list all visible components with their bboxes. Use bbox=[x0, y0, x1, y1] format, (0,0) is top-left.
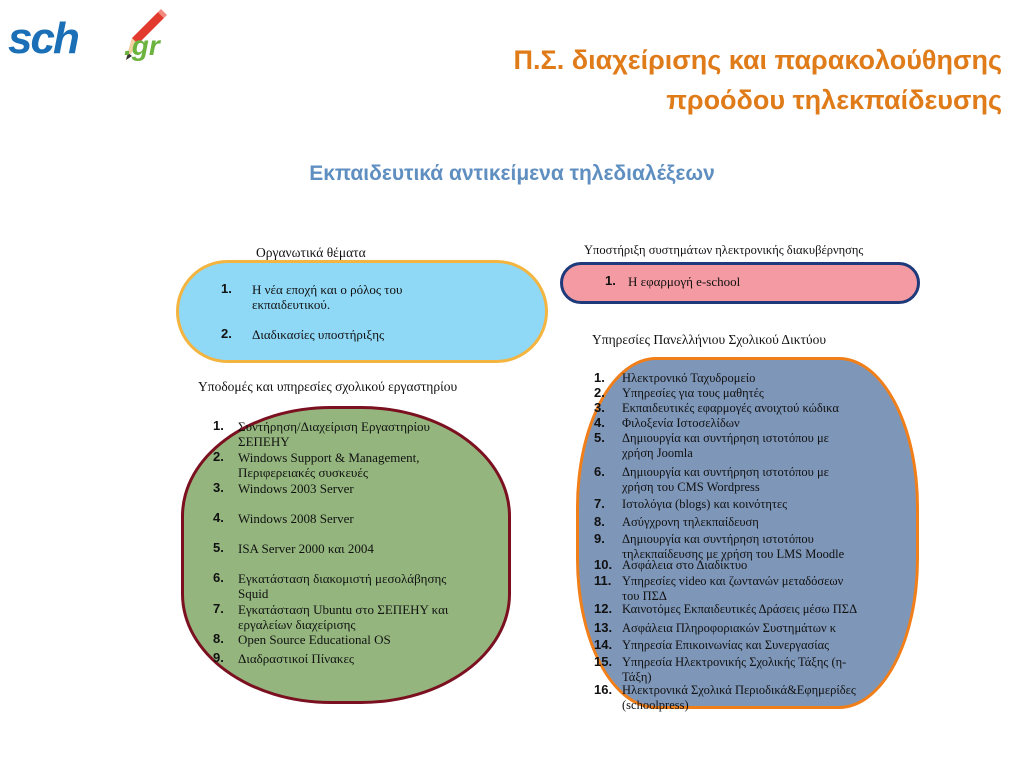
psd-item-number: 10. bbox=[594, 557, 613, 572]
lab-item-text bbox=[238, 450, 419, 480]
gov-item-number: 1. bbox=[605, 273, 616, 288]
lab-item-text bbox=[238, 651, 354, 666]
psd-item-line: (schoolpress) bbox=[622, 698, 689, 712]
psd-item-text bbox=[622, 683, 856, 713]
psd-item-text bbox=[622, 638, 829, 653]
psd-section-label: Υπηρεσίες Πανελλήνιου Σχολικού Δικτύου bbox=[592, 332, 827, 347]
psd-item-line: Εκπαιδευτικές εφαρμογές ανοιχτού κώδικα bbox=[622, 401, 839, 415]
psd-item-line: Δημιουργία και συντήρηση ιστοτόπου με bbox=[622, 465, 829, 479]
psd-item-line: Υπηρεσία Επικοινωνίας και Συνεργασίας bbox=[622, 638, 830, 652]
lab-section-label: Υποδομές και υπηρεσίες σχολικού εργαστηρίου bbox=[198, 379, 458, 394]
lab-item-text bbox=[238, 419, 430, 449]
lab-item-line: Windows 2008 Server bbox=[238, 511, 354, 526]
lab-item-number: 7. bbox=[213, 601, 224, 616]
psd-item-line: Υπηρεσία Ηλεκτρονικής Σχολικής Τάξης (η- bbox=[622, 655, 847, 669]
psd-item-line: Ηλεκτρονικά Σχολικά Περιοδικά&Εφημερίδες bbox=[622, 683, 856, 697]
lab-item-line: Εγκατάσταση διακομιστή μεσολάβησης bbox=[238, 571, 447, 586]
psd-item-text bbox=[622, 386, 764, 401]
lab-item-number: 6. bbox=[213, 570, 224, 585]
lab-item-line: Εγκατάσταση Ubuntu στο ΣΕΠΕΗΥ και bbox=[238, 602, 449, 617]
psd-item-text bbox=[622, 655, 846, 685]
org-item-number: 2. bbox=[221, 326, 232, 341]
psd-item-number: 15. bbox=[594, 654, 613, 669]
psd-item-number: 14. bbox=[594, 637, 613, 652]
psd-item-text bbox=[622, 515, 759, 530]
lab-item-line: εργαλείων διαχείρισης bbox=[238, 617, 356, 632]
psd-item-text bbox=[622, 621, 836, 636]
gov-item-line: Η εφαρμογή e-school bbox=[628, 274, 741, 289]
psd-item-text bbox=[622, 401, 839, 416]
psd-item-line: Υπηρεσίες για τους μαθητές bbox=[622, 386, 764, 400]
psd-item-number: 11. bbox=[594, 573, 612, 588]
lab-item-number: 8. bbox=[213, 631, 224, 646]
lab-item-number: 2. bbox=[213, 449, 224, 464]
title-line-2: προόδου τηλεκπαίδευσης bbox=[666, 85, 1002, 115]
psd-item-text bbox=[622, 371, 755, 386]
lab-item-line: ΣΕΠΕΗΥ bbox=[238, 434, 290, 449]
psd-item-line: Καινοτόμες Εκπαιδευτικές Δράσεις μέσω ΠΣΔ bbox=[622, 602, 858, 616]
gov-item-text bbox=[628, 274, 740, 289]
psd-item-text bbox=[622, 465, 829, 495]
psd-item-number: 5. bbox=[594, 430, 605, 445]
psd-item-line: Ασφάλεια Πληροφοριακών Συστημάτων κ bbox=[622, 621, 837, 635]
psd-item-line: Ασφάλεια στο Διαδίκτυο bbox=[622, 558, 748, 572]
psd-item-line: Δημιουργία και συντήρηση ιστοτόπου με bbox=[622, 431, 829, 445]
psd-item-line: Ασύγχρονη τηλεκπαίδευση bbox=[622, 515, 759, 529]
psd-item-number: 13. bbox=[594, 620, 613, 635]
psd-item-number: 1. bbox=[594, 370, 605, 385]
org-item-text bbox=[252, 282, 402, 312]
lab-item-number: 1. bbox=[213, 418, 224, 433]
psd-item-line: Ιστολόγια (blogs) και κοινότητες bbox=[622, 497, 788, 511]
lab-item-text bbox=[238, 602, 448, 632]
lab-item-line: Διαδραστικοί Πίνακες bbox=[238, 651, 355, 666]
psd-item-text bbox=[622, 574, 843, 604]
psd-item-number: 12. bbox=[594, 601, 613, 616]
psd-item-line: χρήση του CMS Wordpress bbox=[622, 480, 760, 494]
psd-item-text bbox=[622, 558, 747, 573]
psd-item-number: 7. bbox=[594, 496, 605, 511]
title-line-1: Π.Σ. διαχείρισης και παρακολούθησης bbox=[513, 45, 1002, 75]
org-item-number: 1. bbox=[221, 281, 232, 296]
psd-item-number: 9. bbox=[594, 531, 605, 546]
psd-item-text bbox=[622, 602, 857, 617]
lab-item-line: ISA Server 2000 και 2004 bbox=[238, 541, 374, 556]
psd-item-number: 16. bbox=[594, 682, 613, 697]
lab-item-line: Περιφερειακές συσκευές bbox=[238, 465, 368, 480]
psd-item-line: Δημιουργία και συντήρηση ιστοτόπου bbox=[622, 532, 814, 546]
slide-subtitle: Εκπαιδευτικά αντικείμενα τηλεδιαλέξεων bbox=[309, 162, 715, 185]
lab-item-text bbox=[238, 481, 354, 496]
lab-item-line: Συντήρηση/Διαχείριση Εργαστηρίου bbox=[238, 419, 430, 434]
lab-item-text bbox=[238, 571, 446, 601]
psd-item-line: Φιλοξενία Ιστοσελίδων bbox=[622, 416, 740, 430]
lab-item-line: Open Source Educational OS bbox=[238, 632, 391, 647]
sch-logo[interactable] bbox=[8, 8, 178, 70]
psd-item-line: τηλεκπαίδευσης με χρήση του LMS Moodle bbox=[622, 547, 845, 561]
psd-item-number: 6. bbox=[594, 464, 605, 479]
psd-item-text bbox=[622, 431, 829, 461]
gov-section-label: Υποστήριξη συστημάτων ηλεκτρονικής διακυβέρνησης bbox=[584, 243, 864, 257]
lab-item-line: Squid bbox=[238, 586, 269, 601]
lab-item-text bbox=[238, 541, 374, 556]
psd-item-line: χρήση Joomla bbox=[622, 446, 693, 460]
logo-main-text: sch bbox=[8, 14, 78, 63]
org-item-line: εκπαιδευτικού. bbox=[252, 297, 331, 312]
psd-item-text bbox=[622, 497, 787, 512]
lab-item-text bbox=[238, 511, 354, 526]
slide-title bbox=[514, 40, 1002, 120]
lab-item-line: Windows 2003 Server bbox=[238, 481, 354, 496]
psd-item-number: 8. bbox=[594, 514, 605, 529]
org-section-label: Οργανωτικά θέματα bbox=[256, 245, 366, 260]
logo-domain: .gr bbox=[124, 30, 160, 61]
org-item-line: Διαδικασίες υποστήριξης bbox=[252, 327, 385, 342]
psd-item-line: Υπηρεσίες video και ζωντανών μεταδόσεων bbox=[622, 574, 844, 588]
psd-item-line: του ΠΣΔ bbox=[622, 589, 667, 603]
lab-item-number: 4. bbox=[213, 510, 224, 525]
org-item-text bbox=[252, 327, 384, 342]
psd-item-number: 2. bbox=[594, 385, 605, 400]
lab-item-number: 5. bbox=[213, 540, 224, 555]
lab-item-number: 9. bbox=[213, 650, 224, 665]
psd-item-line: Ηλεκτρονικό Ταχυδρομείο bbox=[622, 371, 756, 385]
psd-item-number: 3. bbox=[594, 400, 605, 415]
psd-item-line: Τάξη) bbox=[622, 670, 652, 684]
psd-item-number: 4. bbox=[594, 415, 605, 430]
lab-item-line: Windows Support & Management, bbox=[238, 450, 420, 465]
org-item-line: Η νέα εποχή και ο ρόλος του bbox=[252, 282, 403, 297]
psd-item-text bbox=[622, 416, 740, 431]
lab-item-number: 3. bbox=[213, 480, 224, 495]
lab-item-text bbox=[238, 632, 391, 647]
